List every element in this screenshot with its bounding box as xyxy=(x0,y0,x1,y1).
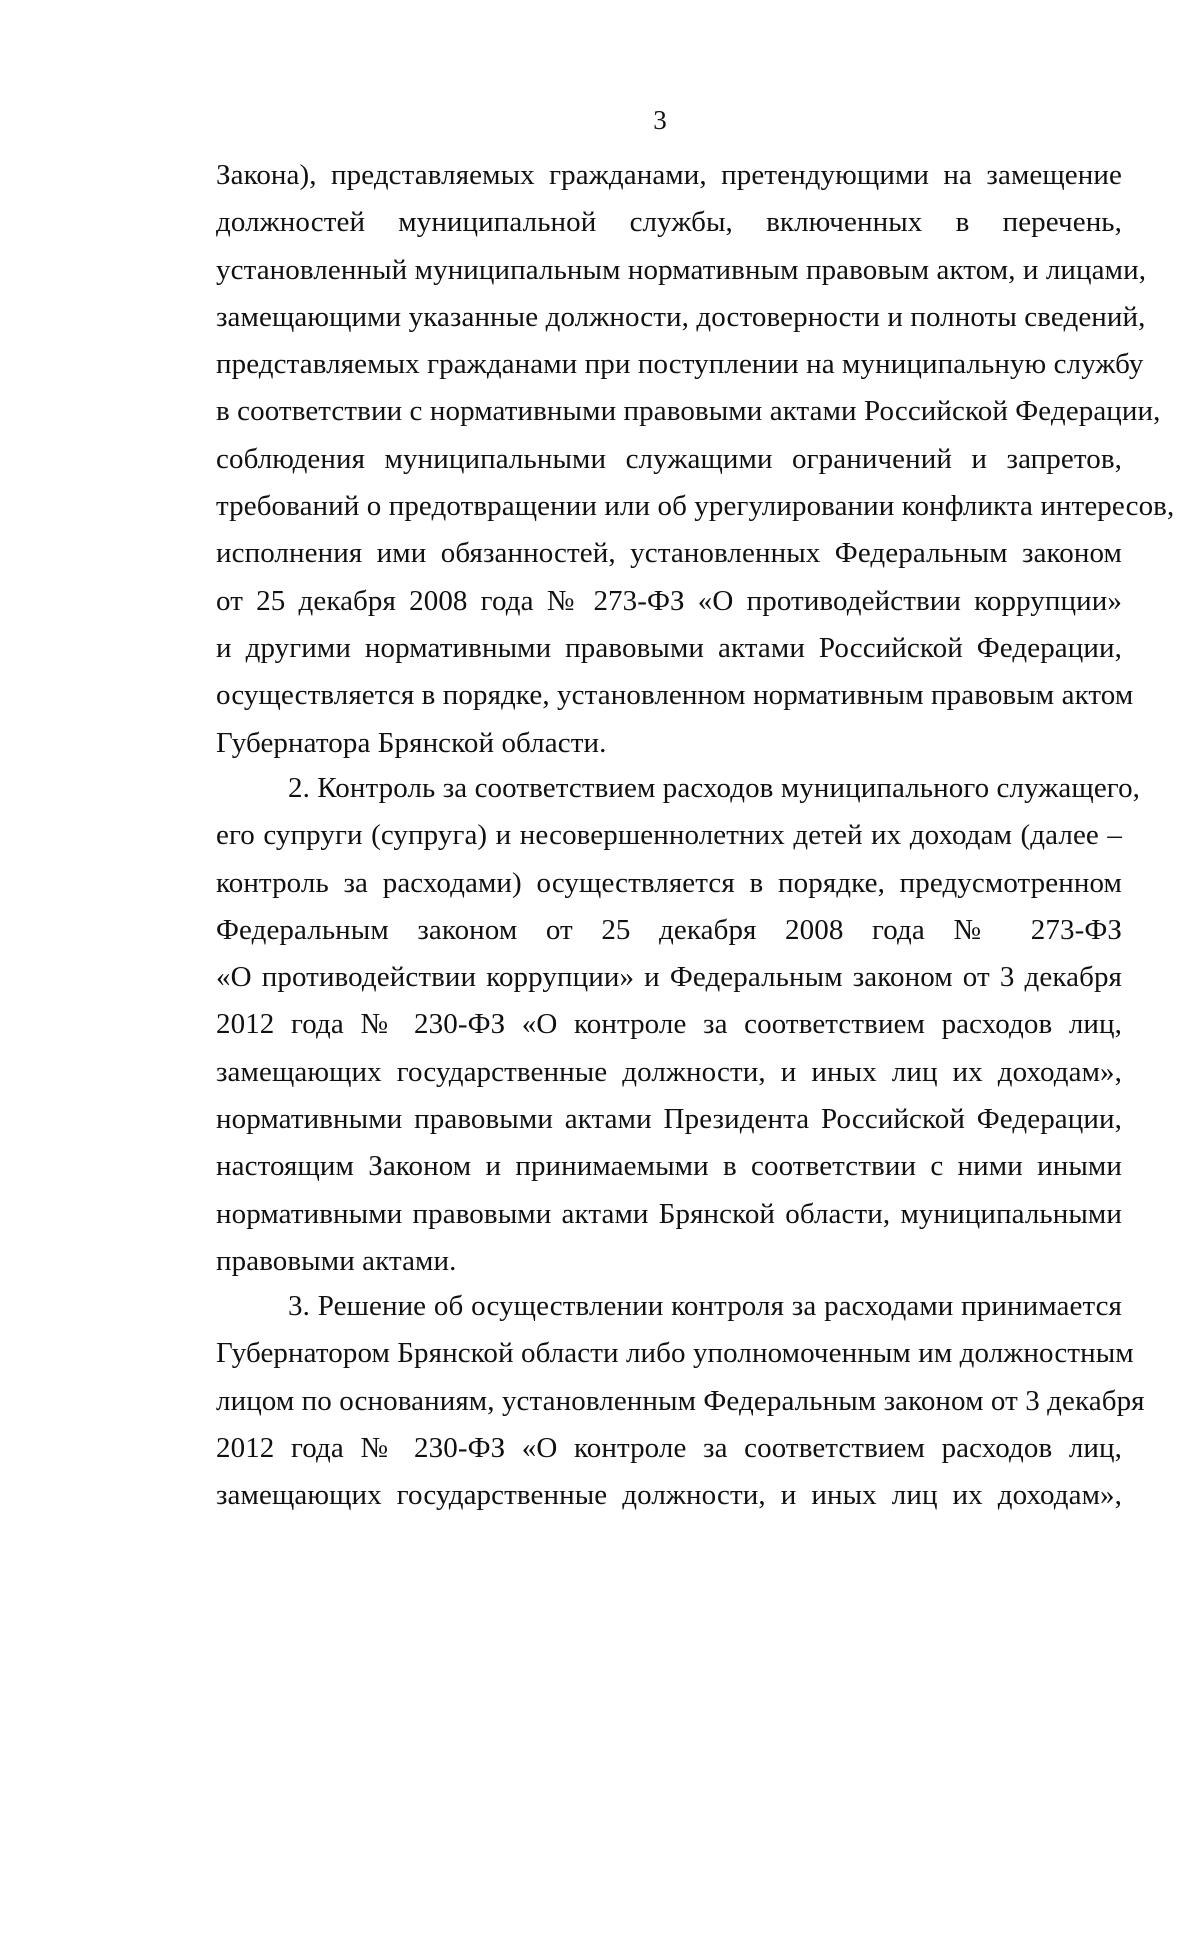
text-line: настоящим Законом и принимаемыми в соответствии с ними иными xyxy=(216,1150,1122,1183)
text-line: Губернатора Брянской области. xyxy=(216,726,607,759)
text-line: соблюдения муниципальными служащими ограничений и запретов, xyxy=(216,442,1122,475)
text-line: представляемых гражданами при поступлении на муниципальную службу xyxy=(216,348,1144,381)
text-line: 2. Контроль за соответствием расходов муниципального служащего, xyxy=(288,772,1141,804)
text-line: Федеральным законом от 25 декабря 2008 года № 273-ФЗ xyxy=(216,913,1122,946)
text-line: контроль за расходами) осуществляется в порядке, предусмотренном xyxy=(216,866,1122,899)
text-line: нормативными правовыми актами Президента Российской Федерации, xyxy=(216,1103,1122,1136)
text-line: его супруги (супруга) и несовершеннолетних детей их доходам (далее – xyxy=(216,819,1122,852)
text-line: нормативными правовыми актами Брянской области, муниципальными xyxy=(216,1197,1122,1230)
paragraph-2 xyxy=(216,765,1141,1285)
text-line: «О противодействии коррупции» и Федеральным законом от 3 декабря xyxy=(216,961,1122,994)
text-line: замещающих государственные должности, и иных лиц их доходам», xyxy=(216,1479,1122,1512)
text-line: 2012 года № 230-ФЗ «О контроле за соответствием расходов лиц, xyxy=(216,1431,1122,1464)
text-line: Губернатором Брянской области либо уполномоченным им должностным xyxy=(216,1337,1134,1370)
text-line: замещающими указанные должности, достоверности и полноты сведений, xyxy=(216,300,1146,333)
text-line: правовыми актами. xyxy=(216,1244,457,1277)
paragraph-3 xyxy=(216,1283,1145,1519)
text-line: 2012 года № 230-ФЗ «О контроле за соответствием расходов лиц, xyxy=(216,1008,1122,1041)
page-number: 3 xyxy=(653,105,667,135)
text-line: и другими нормативными правовыми актами Российской Федерации, xyxy=(216,631,1122,664)
text-line: Закона), представляемых гражданами, претендующими на замещение xyxy=(216,159,1122,191)
text-line: осуществляется в порядке, установленном нормативным правовым актом xyxy=(216,679,1134,712)
text-line: от 25 декабря 2008 года № 273-ФЗ «О противодействии коррупции» xyxy=(216,584,1122,617)
text-line: замещающих государственные должности, и иных лиц их доходам», xyxy=(216,1055,1122,1088)
paragraph-continuation xyxy=(216,152,1175,767)
text-line: требований о предотвращении или об урегулировании конфликта интересов, xyxy=(216,490,1175,523)
text-line: 3. Решение об осуществлении контроля за расходами принимается xyxy=(288,1290,1122,1322)
text-line: исполнения ими обязанностей, установленных Федеральным законом xyxy=(216,537,1122,570)
text-line: лицом по основаниям, установленным Федеральным законом от 3 декабря xyxy=(216,1384,1145,1417)
text-line: в соответствии с нормативными правовыми актами Российской Федерации, xyxy=(216,395,1161,428)
text-line: установленный муниципальным нормативным правовым актом, и лицами, xyxy=(216,253,1147,286)
text-line: должностей муниципальной службы, включенных в перечень, xyxy=(216,206,1122,239)
